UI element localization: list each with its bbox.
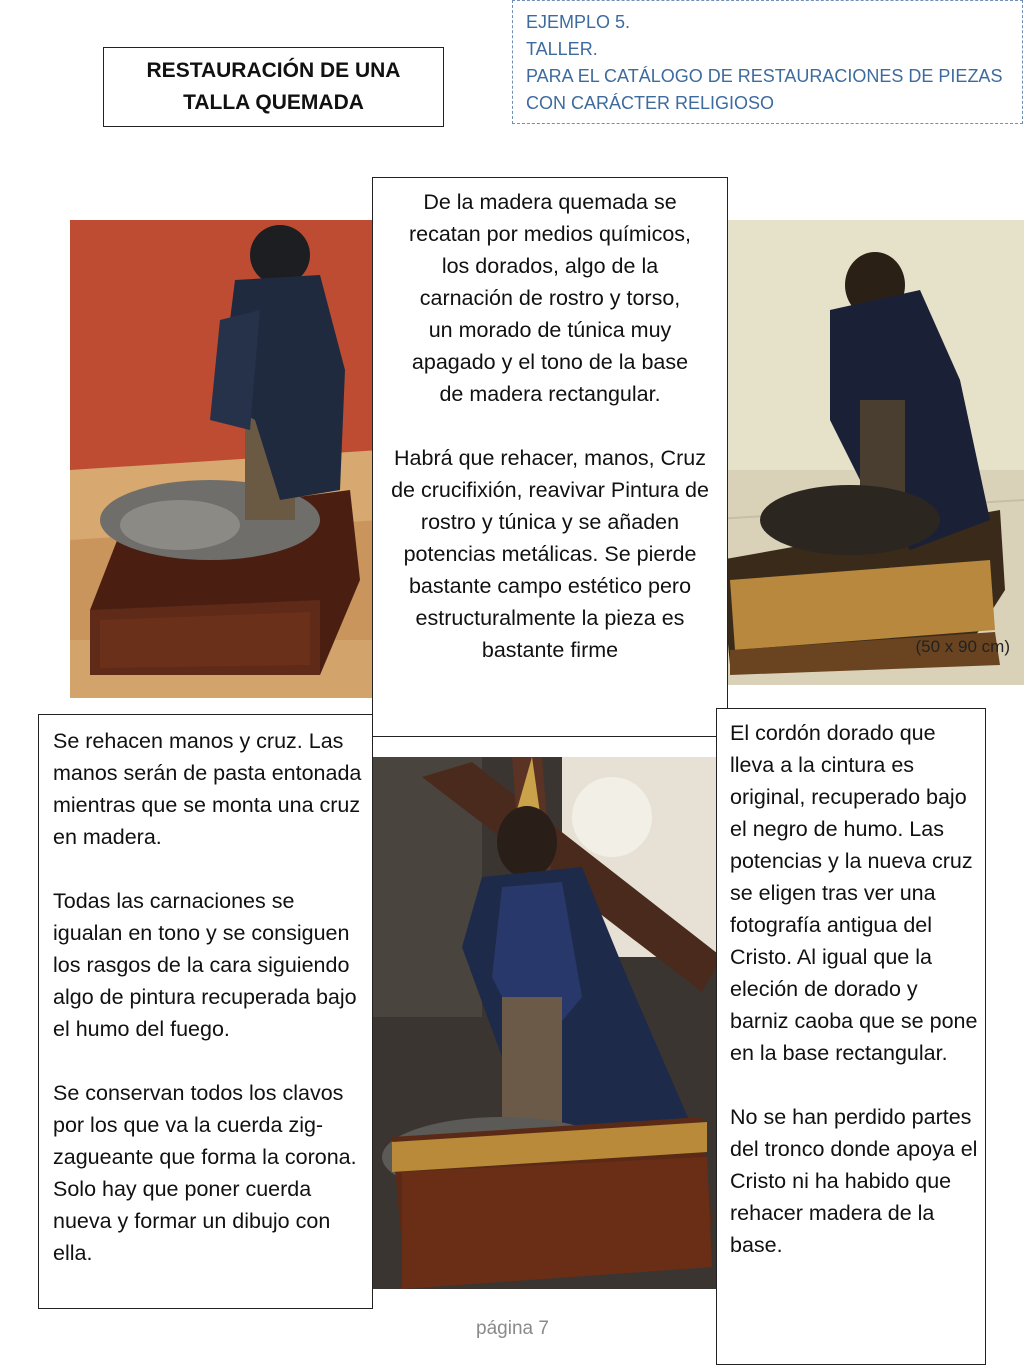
example-line-3: PARA EL CATÁLOGO DE RESTAURACIONES DE PIEZAS: [526, 66, 1003, 86]
center-paragraph-1: De la madera quemada se recatan por medios químicos, los dorados, algo de la carnación de rostro y torso, un morado de túnica muy apagado y el tono de la base de madera rectangular.: [408, 190, 692, 406]
left-paragraph-2: Todas las carnaciones se igualan en tono y se consiguen los rasgos de la cara siguiendo algo de pintura recuperada bajo el humo del fuego.: [53, 889, 357, 1041]
text-box-right: [716, 708, 986, 1365]
right-paragraph-1: El cordón dorado que lleva a la cintura es original, recuperado bajo el negro de humo. Las potencias y la nueva cruz se eligen tras ver una fotografía antigua del Cristo. Al igual que la eleción de dorado y barniz caoba que se pone en la base rectangular.: [730, 721, 978, 1065]
page-number: página 7: [476, 1318, 549, 1339]
photo-restored-statue-cross: [362, 757, 722, 1289]
left-paragraph-1: Se rehacen manos y cruz. Las manos serán de pasta entonada mientras que se monta una cruz en madera.: [53, 729, 362, 849]
example-line-1: EJEMPLO 5.: [526, 12, 631, 32]
text-box-center: [372, 177, 728, 737]
dimensions-label: (50 x 90 cm): [915, 637, 1010, 656]
photo-darkened-statue: [700, 220, 1024, 685]
text-box-left: [38, 714, 373, 1309]
example-line-4: CON CARÁCTER RELIGIOSO: [526, 93, 775, 113]
center-paragraph-2: Habrá que rehacer, manos, Cruz de crucifixión, reavivar Pintura de rostro y túnica y se añaden potencias metálicas. Se pierde bastante campo estético pero estructuralmente la pieza es bastante firme: [391, 446, 709, 662]
title-line-1: RESTAURACIÓN DE UNA: [146, 59, 401, 82]
right-paragraph-2: No se han perdido partes del tronco donde apoya el Cristo ni ha habido que rehacer madera de la base.: [730, 1105, 978, 1257]
title-line-2: TALLA QUEMADA: [183, 91, 364, 114]
photo-burnt-statue: [70, 220, 380, 698]
title-box: [103, 47, 444, 127]
example-line-2: TALLER.: [526, 39, 598, 59]
example-box: [512, 0, 1023, 124]
left-paragraph-3: Se conservan todos los clavos por los que va la cuerda zig-zagueante que forma la corona. Solo hay que poner cuerda nueva y formar un dibujo con ella.: [53, 1081, 357, 1265]
